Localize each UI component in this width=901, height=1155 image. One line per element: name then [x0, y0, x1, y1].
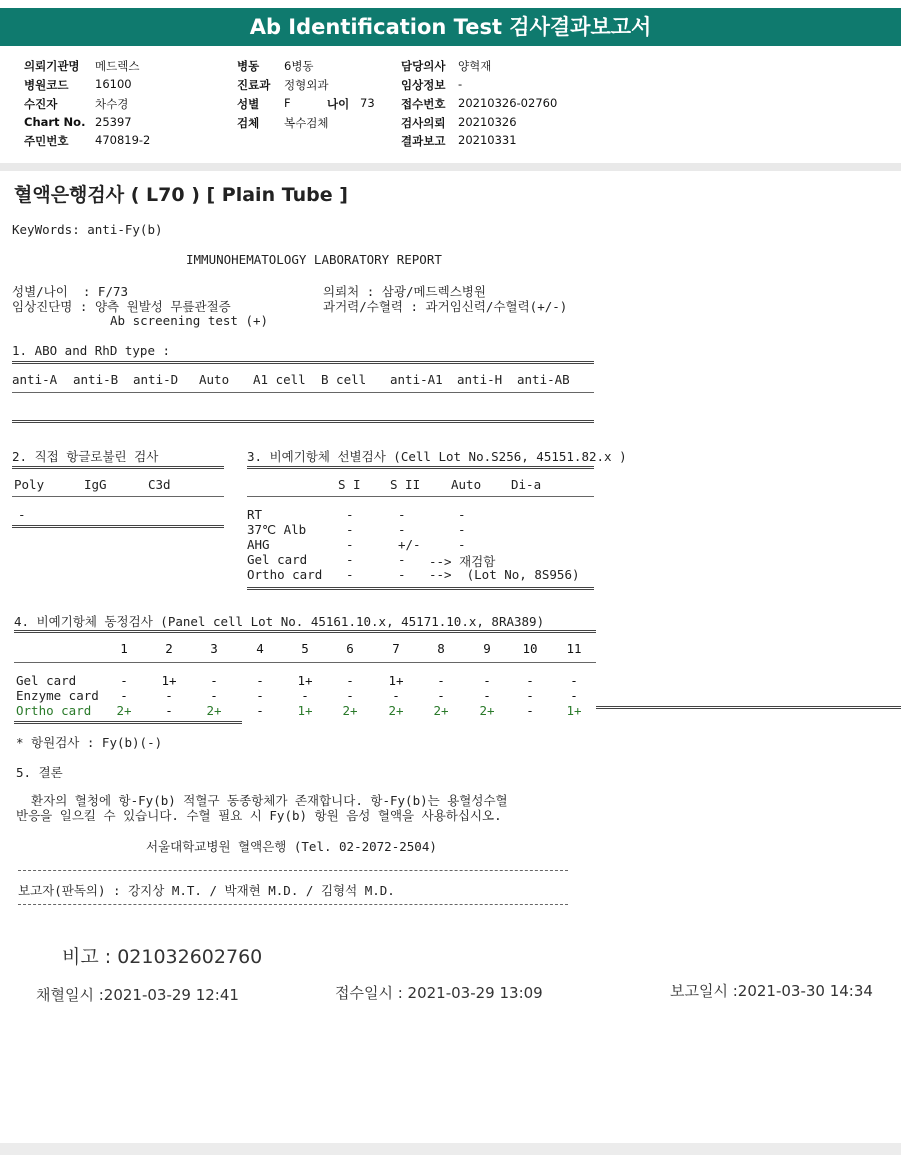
age-label: 나이 [327, 97, 350, 111]
panel-cell: - [483, 688, 491, 703]
header-label: 접수번호 [401, 97, 446, 111]
header-value: 20210326-02760 [458, 96, 558, 110]
dat-result: - [18, 507, 26, 522]
screen-auto: - [458, 522, 466, 537]
panel-cell: - [392, 688, 400, 703]
header-value: 정형외과 [284, 78, 329, 92]
report-title-bar [0, 8, 901, 46]
screen-row-label: Ortho card [247, 567, 323, 582]
screen-s1: - [346, 537, 354, 552]
conclusion-heading: 5. 결론 [16, 765, 63, 780]
panel-column-header: 9 [483, 641, 491, 656]
screen-auto: - [458, 537, 466, 552]
header-value: 양혁재 [458, 59, 492, 73]
panel-cell: - [437, 673, 445, 688]
reporter-line: 보고자(판독의) : 강지상 M.T. / 박재현 M.D. / 김형석 M.D. [18, 883, 395, 898]
screen-auto: - [458, 507, 466, 522]
screen-row-label: RT [247, 507, 263, 522]
screen-s2: +/- [398, 537, 421, 552]
header-value: 470819-2 [95, 133, 151, 147]
abo-column-header: anti-D [133, 372, 179, 387]
header-label: 병원코드 [24, 78, 69, 92]
header-label: 의뢰기관명 [24, 59, 80, 73]
panel-cell: - [210, 688, 218, 703]
patient-history: 과거력/수혈력 : 과거임신력/수혈력(+/-) [323, 299, 568, 314]
panel-rule-trailing [596, 706, 901, 709]
header-label: 수진자 [24, 97, 58, 111]
age-value: 73 [360, 96, 375, 110]
report-title: Ab Identification Test 검사결과보고서 [249, 15, 652, 39]
dat-rule-top [12, 466, 224, 469]
panel-cell: - [256, 703, 264, 718]
screen-rule-mid [247, 496, 594, 497]
header-label: 검사의뢰 [401, 116, 446, 130]
reporter-rule-top [18, 870, 568, 871]
screen-s2: - [398, 507, 406, 522]
abo-column-header: Auto [199, 372, 230, 387]
panel-cell: 2+ [206, 703, 222, 718]
patient-screening: Ab screening test (+) [110, 313, 269, 328]
abo-column-header: A1 cell [253, 372, 306, 387]
header-label: 진료과 [237, 78, 271, 92]
panel-cell: 2+ [388, 703, 404, 718]
screen-rule-top [247, 466, 594, 469]
abo-column-header: B cell [321, 372, 367, 387]
keywords: KeyWords: anti-Fy(b) [12, 222, 163, 237]
panel-heading: 4. 비예기항체 동정검사 (Panel cell Lot No. 45161.10.x, 45171.10.x, 8RA389) [14, 614, 545, 629]
lab-report-title: IMMUNOHEMATOLOGY LABORATORY REPORT [186, 252, 442, 267]
header-label: 결과보고 [401, 134, 446, 148]
panel-cell: - [526, 688, 534, 703]
screen-note: --> (Lot No, 8S956) [429, 567, 580, 582]
page-bottom-band [0, 1143, 901, 1155]
abo-heading: 1. ABO and RhD type : [12, 343, 171, 358]
panel-column-header: 1 [120, 641, 128, 656]
panel-rule-top [14, 630, 596, 633]
panel-cell: - [346, 688, 354, 703]
dat-rule-bottom [12, 525, 224, 528]
panel-cell: - [165, 688, 173, 703]
screen-column-header: Auto [451, 477, 482, 492]
abo-column-header: anti-A1 [390, 372, 443, 387]
dat-column-header: Poly [14, 477, 45, 492]
panel-cell: 1+ [388, 673, 404, 688]
dat-column-header: IgG [84, 477, 107, 492]
screen-s1: - [346, 567, 354, 582]
panel-column-header: 6 [346, 641, 354, 656]
screen-s2: - [398, 522, 406, 537]
reporter-rule-bottom [18, 904, 568, 905]
panel-cell: 1+ [161, 673, 177, 688]
panel-cell: - [165, 703, 173, 718]
panel-cell: - [483, 673, 491, 688]
received-time: 접수일시 : 2021-03-29 13:09 [335, 984, 543, 1002]
header-label: 임상정보 [401, 78, 446, 92]
panel-cell: 1+ [297, 703, 313, 718]
panel-row-label: Ortho card [16, 703, 92, 718]
header-value: 6병동 [284, 59, 314, 73]
panel-cell: - [526, 703, 534, 718]
abo-column-header: anti-AB [517, 372, 570, 387]
panel-cell: 1+ [566, 703, 582, 718]
reported-time: 보고일시 :2021-03-30 14:34 [670, 982, 873, 1000]
panel-cell: - [570, 673, 578, 688]
screen-s1: - [346, 552, 354, 567]
header-value: 20210331 [458, 133, 517, 147]
screen-note: --> 재검함 [429, 554, 496, 569]
panel-cell: - [210, 673, 218, 688]
panel-rule-mid [14, 662, 596, 663]
dat-rule-mid [12, 496, 224, 497]
panel-cell: - [526, 673, 534, 688]
screen-s1: - [346, 507, 354, 522]
panel-cell: - [346, 673, 354, 688]
dat-column-header: C3d [148, 477, 171, 492]
panel-column-header: 4 [256, 641, 264, 656]
header-label: 성별 [237, 97, 260, 111]
panel-cell: 2+ [342, 703, 358, 718]
panel-cell: 1+ [297, 673, 313, 688]
panel-cell: 2+ [433, 703, 449, 718]
header-value: - [458, 77, 463, 91]
dat-heading: 2. 직접 항글로불린 검사 [12, 449, 159, 464]
header-value: 메드렉스 [95, 59, 140, 73]
header-label: Chart No. [24, 115, 86, 129]
header-value: F [284, 96, 291, 110]
panel-cell: - [301, 688, 309, 703]
panel-cell: 2+ [479, 703, 495, 718]
panel-column-header: 5 [301, 641, 309, 656]
panel-cell: - [256, 688, 264, 703]
panel-column-header: 2 [165, 641, 173, 656]
panel-cell: - [120, 673, 128, 688]
screen-row-label: Gel card [247, 552, 308, 567]
header-value: 복수검체 [284, 116, 329, 130]
abo-column-header: anti-A [12, 372, 58, 387]
panel-cell: - [256, 673, 264, 688]
header-value: 25397 [95, 115, 132, 129]
panel-rule-bottom [14, 721, 242, 724]
panel-cell: - [570, 688, 578, 703]
screen-s1: - [346, 522, 354, 537]
panel-row-label: Gel card [16, 673, 77, 688]
screen-row-label: AHG [247, 537, 270, 552]
screen-rule-bottom [247, 587, 594, 590]
screen-s2: - [398, 567, 406, 582]
header-label: 검체 [237, 116, 260, 130]
screen-heading: 3. 비예기항체 선별검사 (Cell Lot No.S256, 45151.82.x ) [247, 449, 627, 464]
panel-cell: 2+ [116, 703, 132, 718]
screen-s2: - [398, 552, 406, 567]
panel-column-header: 3 [210, 641, 218, 656]
header-label: 병동 [237, 59, 260, 73]
patient-diagnosis: 임상진단명 : 양측 원발성 무릎관절증 [12, 299, 231, 314]
abo-column-header: anti-B [73, 372, 119, 387]
header-separator [0, 163, 901, 171]
panel-column-header: 10 [522, 641, 538, 656]
remark: 비고 : 021032602760 [62, 946, 263, 968]
header-label: 주민번호 [24, 134, 69, 148]
panel-row-label: Enzyme card [16, 688, 99, 703]
screen-column-header: S I [338, 477, 361, 492]
header-value: 20210326 [458, 115, 517, 129]
conclusion-line-1: 환자의 혈청에 항-Fy(b) 적혈구 동종항체가 존재합니다. 항-Fy(b)는 용혈성수혈 [16, 793, 508, 808]
screen-row-label: 37℃ Alb [247, 522, 307, 537]
screen-column-header: S II [390, 477, 421, 492]
panel-cell: - [120, 688, 128, 703]
panel-cell: - [437, 688, 445, 703]
abo-rule-top [12, 361, 594, 364]
antigen-result: * 항원검사 : Fy(b)(-) [16, 735, 163, 750]
abo-column-header: anti-H [457, 372, 503, 387]
patient-referrer: 의뢰처 : 삼광/메드렉스병원 [323, 284, 486, 299]
screen-column-header: Di-a [511, 477, 542, 492]
abo-rule-bottom [12, 420, 594, 423]
panel-column-header: 8 [437, 641, 445, 656]
header-label: 담당의사 [401, 59, 446, 73]
section-title: 혈액은행검사 ( L70 ) [ Plain Tube ] [14, 184, 348, 206]
collected-time: 채혈일시 :2021-03-29 12:41 [36, 986, 239, 1004]
panel-column-header: 11 [566, 641, 582, 656]
conclusion-line-2: 반응을 일으킬 수 있습니다. 수혈 필요 시 Fy(b) 항원 음성 혈액을 사용하십시오. [16, 808, 502, 823]
hospital-contact: 서울대학교병원 혈액은행 (Tel. 02-2072-2504) [146, 839, 437, 854]
header-value: 16100 [95, 77, 132, 91]
header-value: 차수경 [95, 97, 129, 111]
panel-column-header: 7 [392, 641, 400, 656]
patient-sex-age: 성별/나이 : F/73 [12, 284, 129, 299]
abo-rule-mid [12, 392, 594, 393]
